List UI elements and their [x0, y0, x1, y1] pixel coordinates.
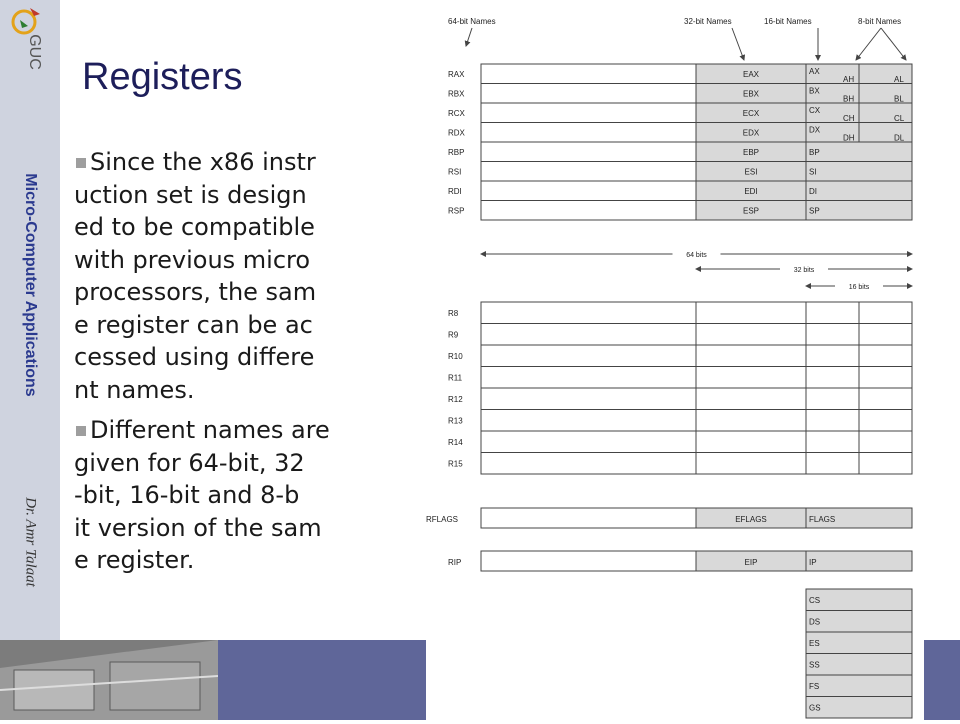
width-32-bits-label: 32 bits	[793, 267, 815, 274]
register-name-16: SI	[809, 167, 817, 177]
extended-register-name: R8	[448, 309, 459, 318]
sidebar	[0, 0, 60, 720]
logo-text: GUC	[26, 34, 43, 70]
extended-cell-32	[696, 324, 806, 346]
header-16-bit-names: 16-bit Names	[764, 17, 812, 26]
register-name-8-high: BH	[843, 94, 855, 104]
extended-cell-64	[481, 302, 696, 324]
register-name-32: EBX	[742, 89, 760, 99]
extended-register-name: R15	[448, 459, 463, 469]
register-name-8-high: CH	[843, 114, 855, 123]
extended-cell-64	[481, 324, 696, 346]
register-name-8-low: BL	[894, 94, 904, 104]
register-name-32: EAX	[742, 70, 760, 79]
extended-cell-8	[859, 388, 912, 410]
extended-cell-64	[481, 345, 696, 367]
extended-cell-16	[806, 345, 859, 367]
header-8-bit-names: 8-bit Names	[858, 17, 902, 26]
register-name-64: RAX	[448, 70, 465, 79]
bullet-text-line: e register.	[74, 546, 195, 574]
bullet-item	[74, 414, 394, 577]
register-figure	[426, 6, 924, 720]
register-cell-16	[806, 162, 912, 182]
width-16-bits-label: 16 bits	[848, 284, 870, 291]
bullet-text-line: processors, the sam	[74, 278, 317, 306]
register-cell-64	[481, 142, 696, 162]
segment-register-cell	[806, 654, 912, 676]
bullet-list	[74, 146, 394, 585]
extended-cell-8	[859, 431, 912, 453]
segment-register-name: DS	[809, 617, 821, 627]
bullet-text-line: with previous micro	[74, 245, 311, 274]
register-name-64: RBP	[448, 148, 465, 157]
register-name-16: DI	[809, 187, 817, 196]
bullet-square-icon	[76, 426, 86, 436]
extended-register-name: R9	[448, 330, 459, 340]
bullet-text-line: Since the x86 instr	[90, 148, 316, 176]
extended-cell-16	[806, 431, 859, 453]
register-cell-16	[806, 201, 912, 221]
register-cell-64	[481, 181, 696, 201]
extended-register-name: R11	[448, 373, 463, 383]
extended-cell-16	[806, 324, 859, 346]
rip-cell-16	[806, 551, 912, 571]
segment-register-name: FS	[809, 682, 820, 691]
extended-cell-64	[481, 388, 696, 410]
bullet-text-line: cessed using differe	[74, 343, 315, 371]
register-name-16: DX	[809, 125, 821, 135]
register-name-32: EDX	[742, 128, 760, 138]
extended-cell-32	[696, 388, 806, 410]
extended-cell-32	[696, 453, 806, 475]
arrow-64-bit-names	[466, 28, 472, 46]
extended-cell-32	[696, 345, 806, 367]
register-cell-16	[806, 181, 912, 201]
register-name-32: ESP	[742, 206, 760, 216]
chip-photo	[0, 640, 218, 720]
extended-cell-8	[859, 302, 912, 324]
register-name-64: RSP	[448, 206, 465, 216]
register-diagram	[426, 6, 924, 720]
flags-name: FLAGS	[809, 515, 836, 524]
register-name-16: CX	[809, 106, 821, 115]
arrow-8-bit-low	[881, 28, 906, 60]
register-name-8-high: DH	[843, 133, 855, 143]
register-cell-8-low	[859, 64, 912, 84]
register-name-64: RBX	[448, 89, 465, 99]
register-cell-64	[481, 201, 696, 221]
extended-register-name: R10	[448, 352, 463, 361]
register-name-16: AX	[809, 67, 820, 76]
register-name-32: ESI	[744, 167, 758, 177]
register-cell-64	[481, 103, 696, 123]
arrow-8-bit-high	[856, 28, 881, 60]
segment-register-cell	[806, 632, 912, 654]
register-name-16: SP	[809, 206, 820, 216]
segment-register-name: CS	[809, 596, 821, 605]
bullet-text-line: it version of the sam	[74, 513, 322, 542]
extended-register-name: R12	[448, 395, 463, 404]
extended-cell-16	[806, 302, 859, 324]
extended-cell-8	[859, 367, 912, 389]
guc-logo	[4, 4, 56, 80]
bullet-text-line: uction set is design	[74, 180, 307, 209]
extended-cell-8	[859, 324, 912, 346]
segment-register-name: GS	[809, 703, 821, 713]
register-name-8-high: AH	[843, 75, 855, 84]
extended-cell-16	[806, 453, 859, 475]
segment-register-cell	[806, 611, 912, 633]
extended-cell-16	[806, 367, 859, 389]
header-32-bit-names: 32-bit Names	[684, 17, 732, 26]
bullet-text-line: e register can be ac	[74, 310, 313, 339]
author-name: Dr. Amr Talaat	[22, 497, 39, 587]
extended-cell-16	[806, 410, 859, 432]
register-cell-64	[481, 162, 696, 182]
register-name-8-low: CL	[894, 114, 905, 123]
register-cell-16	[806, 142, 912, 162]
extended-cell-8	[859, 345, 912, 367]
register-cell-8-low	[859, 84, 912, 104]
bullet-square-icon	[76, 158, 86, 168]
register-name-32: ECX	[742, 109, 760, 118]
extended-cell-32	[696, 302, 806, 324]
rflags-name: RFLAGS	[426, 515, 459, 524]
extended-cell-8	[859, 410, 912, 432]
header-64-bit-names: 64-bit Names	[448, 17, 496, 26]
segment-register-name: SS	[809, 660, 820, 670]
bullet-text-line: Different names are	[90, 416, 330, 444]
register-name-64: RCX	[448, 109, 465, 118]
bullet-text-line: given for 64-bit, 32	[74, 448, 305, 477]
extended-cell-64	[481, 367, 696, 389]
extended-cell-32	[696, 367, 806, 389]
extended-register-name: R14	[448, 438, 463, 447]
register-cell-64	[481, 64, 696, 84]
register-name-64: RSI	[448, 167, 462, 177]
ip-name: IP	[809, 558, 817, 567]
extended-register-name: R13	[448, 416, 463, 426]
segment-register-cell	[806, 697, 912, 719]
extended-cell-64	[481, 410, 696, 432]
extended-cell-64	[481, 453, 696, 475]
width-64-bits-label: 64 bits	[686, 252, 707, 259]
register-name-32: EBP	[742, 148, 760, 157]
extended-cell-32	[696, 431, 806, 453]
rip-name: RIP	[448, 558, 462, 567]
register-name-16: BP	[809, 148, 820, 157]
bullet-text-line: -bit, 16-bit and 8-b	[74, 481, 300, 509]
register-cell-64	[481, 123, 696, 143]
extended-cell-32	[696, 410, 806, 432]
rflags-cell-64	[481, 508, 696, 528]
course-title: Micro-Computer Applications	[22, 173, 39, 397]
register-name-16: BX	[809, 86, 820, 96]
segment-register-cell	[806, 589, 912, 611]
bullet-text-line: nt names.	[74, 375, 195, 404]
register-name-64: RDX	[448, 128, 465, 138]
eip-name: EIP	[744, 558, 758, 567]
register-name-8-low: AL	[894, 75, 904, 84]
extended-cell-8	[859, 453, 912, 475]
segment-register-name: ES	[809, 639, 820, 648]
segment-register-cell	[806, 675, 912, 697]
eflags-name: EFLAGS	[735, 515, 767, 524]
register-name-64: RDI	[448, 187, 462, 196]
arrow-32-bit-names	[732, 28, 744, 60]
bullet-text-line: ed to be compatible	[74, 213, 315, 241]
extended-cell-16	[806, 388, 859, 410]
register-cell-64	[481, 84, 696, 104]
register-name-32: EDI	[744, 187, 758, 196]
bullet-item	[74, 146, 394, 406]
rip-cell-64	[481, 551, 696, 571]
register-name-8-low: DL	[894, 133, 905, 143]
extended-cell-64	[481, 431, 696, 453]
slide-title: Registers	[82, 56, 243, 98]
